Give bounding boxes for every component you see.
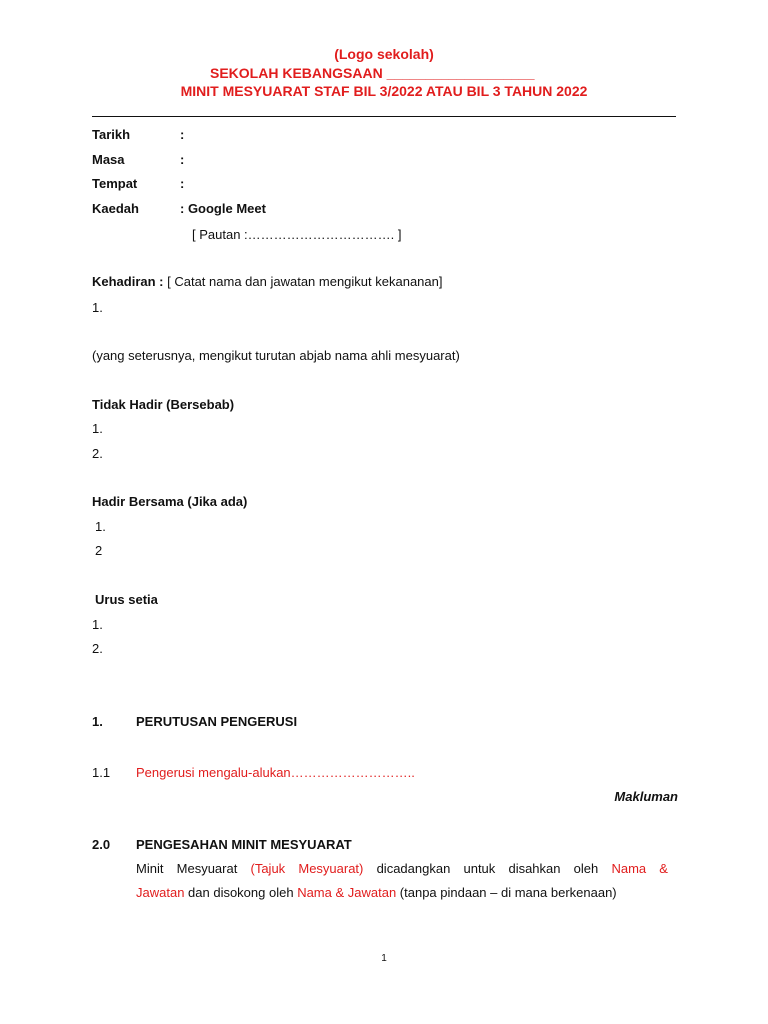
tidak-hadir-heading: Tidak Hadir (Bersebab)	[92, 397, 235, 412]
hadir-bersama-item-1: 1.	[95, 519, 106, 534]
tempat-colon: :	[180, 176, 185, 191]
kehadiran-remark: (yang seterusnya, mengikut turutan abjab nama ahli mesyuarat)	[92, 348, 460, 363]
kehadiran-item-1: 1.	[92, 300, 103, 315]
header-divider	[92, 116, 676, 117]
para-text: Minit Mesyuarat	[136, 861, 251, 876]
urus-setia-item-1: 1.	[92, 617, 103, 632]
tidak-hadir-item-2: 2.	[92, 446, 103, 461]
makluman-label: Makluman	[614, 789, 678, 804]
tarikh-label: Tarikh	[92, 127, 131, 142]
kaedah-label: Kaedah	[92, 201, 139, 216]
section-2-paragraph	[136, 857, 668, 905]
kehadiran-note: [ Catat nama dan jawatan mengikut kekananan]	[163, 274, 443, 289]
proposer-placeholder: Nama &	[611, 861, 668, 876]
pautan-field: [ Pautan :……………………………. ]	[192, 227, 402, 242]
section-1-1-text: Pengerusi mengalu-alukan………………………..	[136, 765, 415, 780]
kaedah-value: : Google Meet	[180, 201, 266, 216]
section-2-title: PENGESAHAN MINIT MESYUARAT	[136, 837, 352, 852]
section-2-line-2	[136, 881, 668, 905]
para-text: dicadangkan untuk disahkan oleh	[363, 861, 612, 876]
hadir-bersama-item-2: 2	[95, 543, 103, 558]
kehadiran-label: Kehadiran :	[92, 274, 164, 289]
seconder-placeholder: Nama & Jawatan	[297, 885, 397, 900]
page-number: 1	[381, 953, 387, 964]
school-name: SEKOLAH KEBANGSAAN ___________________	[210, 65, 535, 81]
logo-placeholder: (Logo sekolah)	[334, 46, 434, 62]
section-2-line-1	[136, 857, 668, 881]
section-1-title: PERUTUSAN PENGERUSI	[136, 714, 298, 729]
masa-label: Masa	[92, 152, 125, 167]
tempat-label: Tempat	[92, 176, 138, 191]
para-text: (tanpa pindaan – di mana berkenaan)	[396, 885, 617, 900]
tidak-hadir-item-1: 1.	[92, 421, 103, 436]
document-title: MINIT MESYUARAT STAF BIL 3/2022 ATAU BIL 3 TAHUN 2022	[180, 83, 588, 99]
proposer-placeholder-cont: Jawatan	[136, 885, 185, 900]
kehadiran-heading	[92, 274, 442, 289]
section-2-number: 2.0	[92, 837, 111, 852]
hadir-bersama-heading: Hadir Bersama (Jika ada)	[92, 494, 248, 509]
urus-setia-heading: Urus setia	[95, 592, 158, 607]
urus-setia-item-2: 2.	[92, 641, 103, 656]
meeting-title-placeholder: (Tajuk Mesyuarat)	[250, 861, 364, 876]
masa-colon: :	[180, 152, 185, 167]
para-text: dan disokong oleh	[184, 885, 298, 900]
section-1-number: 1.	[92, 714, 103, 729]
section-1-1-number: 1.1	[92, 765, 111, 780]
tarikh-colon: :	[180, 127, 185, 142]
